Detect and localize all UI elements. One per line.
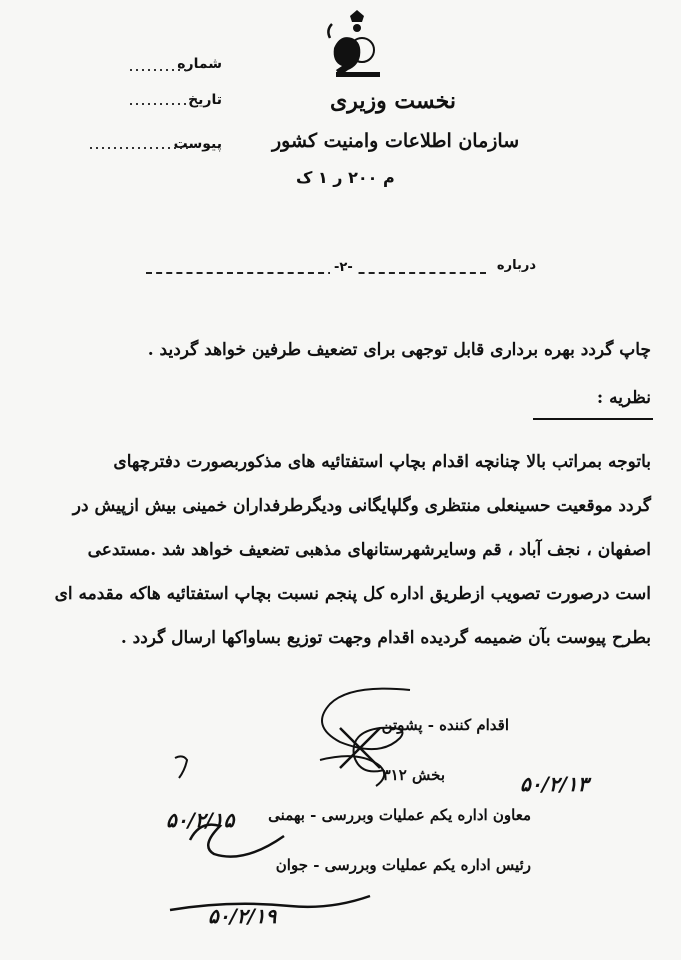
opinion-title: نظریه :: [596, 388, 651, 408]
paragraph-line: است درصورت تصویب ازطریق اداره کل پنجم نسبت بچاپ استفتائیه هاکه مقدمه ای: [54, 584, 651, 604]
action-by-signature: اقدام کننده - پشوتن: [381, 716, 509, 734]
paragraph-line: گردد موقعیت حسینعلی منتظری وگلپایگانی ودیگرطرفداران خمینی بیش ازپیش در: [72, 496, 651, 516]
paragraph-line: اصفهان ، نجف آباد ، قم وسایرشهرستانهای مذهبی تضعیف خواهد شد .مستدعی: [87, 540, 651, 560]
attachment-label: پیوست: [173, 136, 222, 152]
paragraph-line: بطرح پیوست بآن ضمیمه گردیده اقدام وجهت توزیع بساواکها ارسال گردد .: [120, 628, 651, 648]
number-label: شماره: [177, 56, 222, 72]
page-number: -۲-: [330, 260, 357, 275]
organization-code: م ۲۰۰ ر ۱ ک: [296, 168, 395, 187]
head-signature: رئیس اداره یکم عملیات وبررسی - جوان: [275, 856, 531, 874]
handwritten-date-1: ۵۰/۲/۱۳: [520, 772, 589, 796]
handwritten-date-3: ۵۰/۲/۱۹: [208, 904, 277, 928]
section-code: بخش ۳۱۲: [382, 766, 445, 784]
handwritten-date-2: ۵۰/۲/۱۵: [166, 808, 235, 832]
body-line-1: چاپ گردد بهره برداری قابل توجهی برای تضعیف طرفین خواهد گردید .: [147, 340, 651, 360]
deputy-signature: معاون اداره یکم عملیات وبررسی - بهمنی: [268, 806, 531, 824]
date-label: تاریخ: [188, 92, 222, 108]
organization-subtitle: سازمان اطلاعات وامنیت کشور: [272, 130, 520, 152]
subject-label: درباره: [496, 258, 536, 273]
paragraph-line: باتوجه بمراتب بالا چنانچه اقدام بچاپ استفتائیه های مذکوربصورت دفترچهای: [113, 452, 651, 472]
organization-title: نخست وزیری: [330, 88, 456, 114]
